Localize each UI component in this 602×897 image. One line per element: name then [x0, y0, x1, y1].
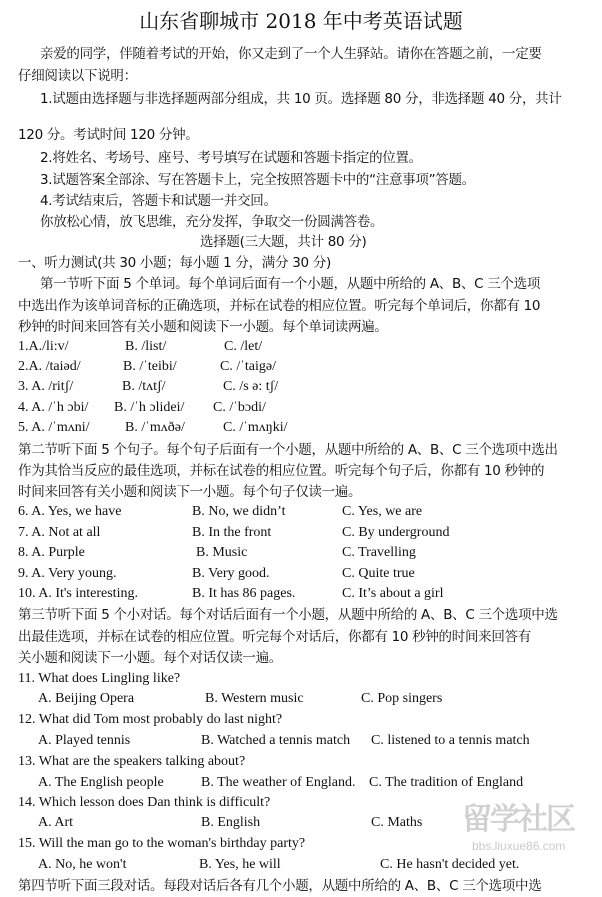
- section-3-instructions: 出最佳选项，并标在试卷的相应位置。听完每个对话后，你都有 10 秒钟的时间来回答有: [18, 629, 531, 645]
- option-a: 8. A. Purple: [18, 545, 85, 560]
- option-b: B. /ˈteibi/: [123, 359, 177, 374]
- option-c: C. Quite true: [342, 566, 415, 581]
- option-c: C. /s ə: tʃ/: [223, 379, 279, 394]
- option-c: C. /ˈtaigə/: [220, 359, 276, 374]
- option-c: C. /ˈbɔdi/: [213, 400, 266, 415]
- option-c: C. By underground: [342, 525, 450, 540]
- option-b: B. Watched a tennis match: [201, 733, 351, 748]
- option-c: C. /let/: [224, 339, 263, 354]
- section-2-instructions: 第二节听下面 5 个句子。每个句子后面有一个小题，从题中所给的 A、B、C 三个选项中选出: [18, 442, 558, 458]
- option-c: C. He hasn't decided yet.: [380, 857, 520, 872]
- option-a: 3. A. /ritʃ/: [18, 379, 74, 394]
- option-c: C. Yes, we are: [342, 504, 423, 519]
- rule-4: 4.考试结束后，答题卡和试题一并交回。: [40, 193, 277, 209]
- section-heading: 一、听力测试(共 30 小题；每小题 1 分，满分 30 分): [18, 255, 331, 271]
- option-a: A. The English people: [38, 775, 164, 790]
- page-title: 山东省聊城市 2018 年中考英语试题: [139, 9, 463, 33]
- option-b: B. /list/: [125, 339, 167, 354]
- option-a: 7. A. Not at all: [18, 525, 101, 540]
- option-a: 6. A. Yes, we have: [18, 504, 122, 519]
- option-b: B. /ˈh ɔlidei/: [114, 400, 185, 415]
- section-1-instructions: 第一节听下面 5 个单词。每个单词后面有一个小题，从题中所给的 A、B、C 三个选项: [40, 276, 541, 292]
- watermark-logo: 留学社区: [462, 802, 574, 837]
- option-a: 10. A. It's interesting.: [18, 586, 138, 601]
- question-text: 13. What are the speakers talking about?: [18, 754, 246, 769]
- rule-1-cont: 120 分。考试时间 120 分钟。: [18, 127, 199, 143]
- watermark-url: bbs.liuxue86.com: [472, 839, 566, 853]
- rule-1: 1.试题由选择题与非选择题两部分组成，共 10 页。选择题 80 分，非选择题 40 分，共计: [40, 91, 562, 107]
- option-b: B. It has 86 pages.: [192, 586, 296, 601]
- option-a: A. Played tennis: [38, 733, 131, 748]
- section-2-instructions: 作为其恰当反应的最佳选项，并标在试卷的相应位置。听完每个句子后，你都有 10 秒钟的: [18, 463, 545, 479]
- rule-3: 3.试题答案全部涂、写在答题卡上，完全按照答题卡中的“注意事项”答题。: [40, 172, 475, 188]
- option-a: 5. A. /ˈmʌni/: [18, 420, 90, 435]
- option-a: A. Art: [38, 815, 73, 830]
- option-a: A. Beijing Opera: [38, 691, 135, 706]
- option-a: 2.A. /taiəd/: [18, 359, 81, 374]
- intro-text: 仔细阅读以下说明：: [18, 68, 137, 84]
- option-b: B. Western music: [205, 691, 304, 706]
- option-a: 9. A. Very young.: [18, 566, 117, 581]
- option-b: B. English: [201, 815, 261, 830]
- section-4-instructions: 第四节听下面三段对话。每段对话后各有几个小题，从题中所给的 A、B、C 三个选项中选: [18, 878, 542, 894]
- option-b: B. No, we didn’t: [192, 504, 286, 519]
- option-b: B. /ˈmʌðə/: [125, 420, 185, 435]
- section-1-instructions: 中选出作为该单词音标的正确选项，并标在试卷的相应位置。听完每个单词后，你都有 10: [18, 298, 541, 314]
- intro-text: 亲爱的同学，伴随着考试的开始，你又走到了一个人生驿站。请你在答题之前，一定要: [40, 46, 542, 62]
- section-3-instructions: 第三节听下面 5 个小对话。每个对话后面有一个小题，从题中所给的 A、B、C 三个选项中选: [18, 607, 558, 623]
- option-a: 1.A./li:v/: [18, 339, 69, 354]
- rule-2: 2.将姓名、考场号、座号、考号填写在试题和答题卡指定的位置。: [40, 150, 422, 166]
- option-b: B. Yes, he will: [199, 857, 281, 872]
- option-c: C. It’s about a girl: [342, 586, 444, 601]
- part-heading: 选择题(三大题，共计 80 分): [200, 234, 367, 250]
- question-text: 14. Which lesson does Dan think is difficult?: [18, 795, 271, 810]
- option-c: C. The tradition of England: [369, 775, 524, 790]
- closing-text: 你放松心情，放飞思维，充分发挥，争取交一份圆满答卷。: [40, 214, 384, 230]
- option-c: C. listened to a tennis match: [371, 733, 530, 748]
- question-text: 11. What does Lingling like?: [18, 671, 181, 686]
- option-b: B. /tʌtʃ/: [122, 379, 166, 394]
- option-a: A. No, he won't: [38, 857, 127, 872]
- question-text: 12. What did Tom most probably do last night?: [18, 712, 283, 727]
- option-b: B. Music: [196, 545, 248, 560]
- question-text: 15. Will the man go to the woman's birthday party?: [18, 836, 306, 851]
- option-c: C. Maths: [371, 815, 423, 830]
- section-1-instructions: 秒钟的时间来回答有关小题和阅读下一小题。每个单词读两遍。: [18, 319, 388, 335]
- option-a: 4. A. /ˈh ɔbi/: [18, 400, 89, 415]
- option-c: C. /ˈmʌŋki/: [223, 420, 288, 435]
- section-3-instructions: 关小题和阅读下一小题。每个对话仅读一遍。: [18, 650, 282, 666]
- option-b: B. In the front: [192, 525, 272, 540]
- option-c: C. Pop singers: [361, 691, 443, 706]
- option-c: C. Travelling: [342, 545, 416, 560]
- option-b: B. The weather of England.: [201, 775, 356, 790]
- section-2-instructions: 时间来回答有关小题和阅读下一小题。每个句子仅读一遍。: [18, 484, 362, 500]
- option-b: B. Very good.: [192, 566, 270, 581]
